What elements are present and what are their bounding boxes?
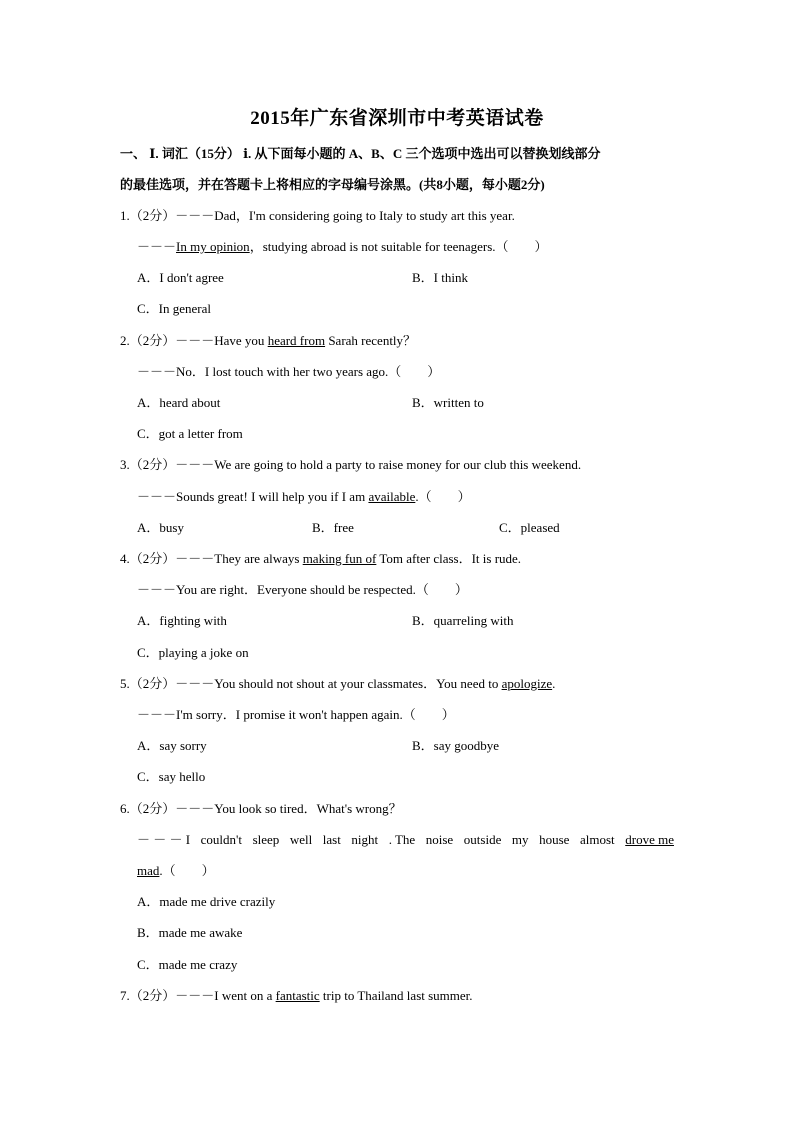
q1-option-c: C．In general [137,301,212,316]
section-instruction-line1: 一、 Ⅰ. 词汇（15分） ⅰ. 从下面每小题的 A、B、C 三个选项中选出可以替换划线部分 [120,146,601,161]
q6-option-b: B．made me awake [137,925,243,940]
q6-stem: 6.（2分）－－－You look so tired．What's wrong？ [120,801,402,816]
q4-option-c: C．playing a joke on [137,645,249,660]
q4-reply: －－－You are right．Everyone should be respected.（ ） [137,582,468,597]
q6-reply-line1: － － － I couldn't sleep well last night . The noise outside my house almost drove me [137,832,674,847]
q4-stem: 4.（2分）－－－They are always making fun of Tom after class．It is rude. [120,551,522,566]
q1-option-b: B．I think [412,270,468,285]
q7-stem: 7.（2分）－－－I went on a fantastic trip to Thailand last summer. [120,988,473,1003]
q5-option-a: A．say sorry [137,738,207,753]
q2-option-a: A．heard about [137,395,221,410]
section-instruction-line2: 的最佳选项，并在答题卡上将相应的字母编号涂黑。(共8小题，每小题2分) [120,177,545,192]
q1-stem: 1.（2分）－－－Dad，I'm considering going to Italy to study art this year. [120,208,515,223]
q3-option-a: A．busy [137,520,184,535]
q3-option-c: C．pleased [499,520,560,535]
q1-underlined: In my opinion [176,239,250,254]
q5-stem: 5.（2分）－－－You should not shout at your classmates．You need to apologize. [120,676,556,691]
q2-stem: 2.（2分）－－－Have you heard from Sarah recently？ [120,333,417,348]
q6-underlined-part2: mad [137,863,160,878]
q2-option-b: B．written to [412,395,484,410]
q3-stem: 3.（2分）－－－We are going to hold a party to raise money for our club this weekend. [120,457,582,472]
q5-underlined: apologize [501,676,553,691]
exam-title: 2015年广东省深圳市中考英语试卷 [250,108,544,129]
q5-option-b: B．say goodbye [412,738,500,753]
q5-option-c: C．say hello [137,769,206,784]
q1-option-a: A．I don't agree [137,270,224,285]
q4-underlined: making fun of [302,551,377,566]
q6-option-a: A．made me drive crazily [137,894,276,909]
q1-reply: －－－In my opinion，studying abroad is not suitable for teenagers.（ ） [137,239,548,254]
q6-reply-line2: mad.（ ） [137,863,215,878]
q3-underlined: available [368,489,416,504]
q4-option-a: A．fighting with [137,613,227,628]
q3-option-b: B．free [312,520,354,535]
q3-reply: －－－Sounds great! I will help you if I am available.（ ） [137,489,471,504]
q6-option-c: C．made me crazy [137,957,238,972]
q2-option-c: C．got a letter from [137,426,243,441]
q2-reply: －－－No．I lost touch with her two years ago.（ ） [137,364,441,379]
q4-option-b: B．quarreling with [412,613,514,628]
q6-underlined-part1: drove me [625,832,674,847]
q2-underlined: heard from [267,333,326,348]
q7-underlined: fantastic [275,988,320,1003]
q5-reply: －－－I'm sorry．I promise it won't happen again.（ ） [137,707,455,722]
